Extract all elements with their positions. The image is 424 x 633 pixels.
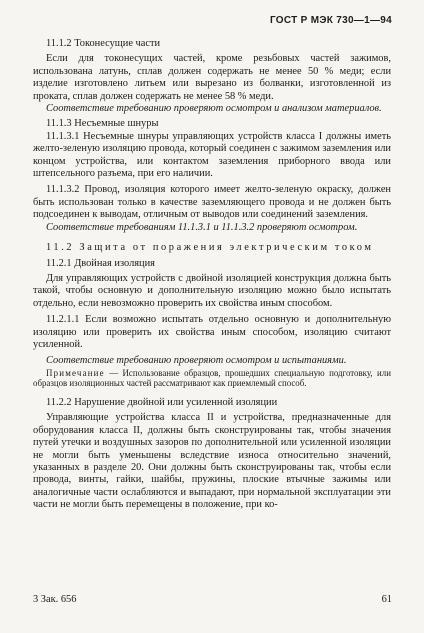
section-11-2-2-heading: 11.2.2 Нарушение двойной или усиленной изоляции bbox=[46, 396, 278, 408]
section-11-1-3-compliance: Соответствие требованиям 11.1.3.1 и 11.1.3.2 проверяют осмотром. bbox=[46, 221, 358, 233]
section-11-2-1-heading: 11.2.1 Двойная изоляция bbox=[46, 257, 155, 269]
note-label: Примечание bbox=[46, 367, 105, 378]
section-11-1-2-heading: 11.1.2 Токонесущие части bbox=[46, 38, 161, 49]
section-11-2-1-compliance: Соответствие требованию проверяют осмотром и испытаниями. bbox=[46, 355, 347, 367]
section-11-1-2-compliance: Соответствие требованию проверяют осмотром и анализом материалов. bbox=[46, 103, 382, 115]
page-body bbox=[33, 38, 391, 512]
section-11-2-heading: 11.2 Защита от поражения электрическим током bbox=[46, 242, 374, 254]
section-11-2-2-text: Управляющие устройства класса II и устройства, предназначенные для оборудования класса II, должны быть сконструированы так, чтобы значения путей утечки и воздушных зазоров по дополнительной или усиленной изоляции не могли быть уменьшены вследствие износа относительно значений, указанных в разделе 20. Они должны быть сконструированы так, чтобы если провода, винты, гайки, шайбы, пружины, плоские втычные зажимы или аналогичные части ослабляются и выпадают, при нормальной эксплуатации эти части не могли быть перемещены в положение, при ко- bbox=[33, 412, 391, 511]
section-11-1-2-text: Если для токонесущих частей, кроме резьбовых частей зажимов, использована латунь, сплав должен содержать не менее 50 % меди; если изделие изготовлено литьем или вырезано из болванки, изготовленной из проката, сплав должен содержать не менее 58 % меди. bbox=[33, 53, 391, 102]
section-11-1-3-heading: 11.1.3 Несъемные шнуры bbox=[46, 118, 159, 130]
page-number: 61 bbox=[381, 594, 392, 605]
note-text: — Использование образцов, прошедших специальную подготовку, или образцов изоляционных частей рассматривают как приемлемый способ. bbox=[33, 367, 391, 389]
note bbox=[33, 368, 391, 389]
section-11-2-1-1-text: 11.2.1.1 Если возможно испытать отдельно основную и дополнительную изоляцию или проверить их свойства иным способом, изоляцию считают усиленной. bbox=[33, 314, 391, 350]
page-header: ГОСТ Р МЭК 730—1—94 bbox=[269, 15, 392, 26]
page-footer bbox=[33, 594, 392, 605]
section-11-1-3-2-text: 11.1.3.2 Провод, изоляция которого имеет желто-зеленую окраску, должен быть использован только в качестве заземляющего провода и не должен быть подсоединен к выводам, отличным от выводов или соединений заземления. bbox=[33, 184, 391, 221]
section-11-1-3-1-text: 11.1.3.1 Несъемные шнуры управляющих устройств класса I должны иметь желто-зеленую изоляцию провода, который соединен с зажимом заземления или концом устройства, или контактом заземления приборного ввода или штепсельного разъема, при его наличии. bbox=[33, 130, 391, 180]
section-11-2-1-text: Для управляющих устройств с двойной изоляцией конструкция должна быть такой, чтобы основную и дополнительную изоляцию можно было испытать отдельно, если невозможно проверить их свойства иным способом. bbox=[33, 272, 391, 309]
footer-print-mark: 3 Зак. 656 bbox=[33, 594, 77, 605]
